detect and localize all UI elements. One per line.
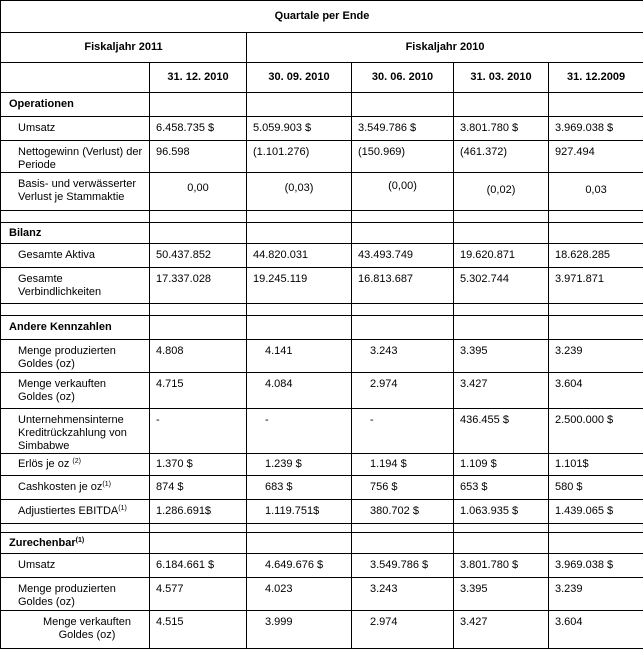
cell-value: 4.649.676 $ [247,554,352,578]
cell-value: 50.437.852 [150,244,247,268]
date-header: 31. 03. 2010 [454,63,549,93]
cell-value: 3.427 [454,611,549,649]
table-row [1,141,643,173]
cell-value: 96.598 [150,141,247,173]
empty-cell [150,223,247,244]
row-label [1,500,150,524]
cell-value: 380.702 $ [352,500,454,524]
cell-value: 927.494 [549,141,643,173]
cell-value: 4.141 [247,340,352,373]
table-row [1,340,643,373]
date-header: 31. 12.2009 [549,63,643,93]
header-row-dates [1,63,643,93]
table-row [1,268,643,304]
cell-value: (1.101.276) [247,141,352,173]
date-header: 30. 09. 2010 [247,63,352,93]
empty-cell [549,316,643,340]
cell-value: 4.715 [150,373,247,409]
table-title: Quartale per Ende [1,1,643,33]
cell-value: 4.577 [150,578,247,611]
cell-value: 683 $ [247,476,352,500]
table-row [1,611,643,649]
header-row-fiscal [1,33,643,63]
footnote-marker: (1) [75,536,85,544]
cell-value: 5.059.903 $ [247,117,352,141]
empty-cell [549,533,643,554]
cell-value: 874 $ [150,476,247,500]
cell-value: 3.971.871 [549,268,643,304]
empty-cell [150,316,247,340]
cell-value: 1.239 $ [247,454,352,476]
cell-value: 6.184.661 $ [150,554,247,578]
cell-value: 3.604 [549,611,643,649]
section-row-bilanz [1,223,643,244]
cell-value: - [247,409,352,454]
cell-value: 3.999 [247,611,352,649]
section-row-andere-kennzahlen [1,316,643,340]
header-row-title [1,1,643,33]
fiscal-year-2010-header: Fiskaljahr 2010 [247,33,643,63]
section-row-operationen [1,93,643,117]
empty-cell [454,93,549,117]
cell-value: 44.820.031 [247,244,352,268]
empty-cell [352,316,454,340]
empty-cell [247,223,352,244]
cell-value: 4.084 [247,373,352,409]
cell-value: (0,03) [247,173,352,211]
cell-value: (461.372) [454,141,549,173]
cell-value: 3.239 [549,578,643,611]
cell-value: - [150,409,247,454]
empty-cell [1,63,150,93]
cell-value: (0,00) [352,173,454,211]
cell-value: 3.549.786 $ [352,554,454,578]
table-row [1,373,643,409]
empty-cell [247,533,352,554]
row-label: Menge produzierten Goldes (oz) [1,340,150,373]
cell-value: 6.458.735 $ [150,117,247,141]
spacer-row [1,304,643,316]
cell-value: 19.620.871 [454,244,549,268]
cell-value: 3.969.038 $ [549,117,643,141]
cell-value: (0,02) [454,173,549,211]
row-label: Menge verkauften Goldes (oz) [1,611,150,649]
row-label: Basis- und verwässerter Verlust je Stammaktie [1,173,150,211]
cell-value: (150.969) [352,141,454,173]
footnote-marker: (2) [72,458,81,465]
cell-value: 18.628.285 [549,244,643,268]
date-header: 31. 12. 2010 [150,63,247,93]
table-row [1,454,643,476]
cell-value: 756 $ [352,476,454,500]
cell-value: 2.974 [352,373,454,409]
cell-value: 3.395 [454,340,549,373]
row-label: Unternehmensinterne Kreditrückzahlung von Simbabwe [1,409,150,454]
empty-cell [247,93,352,117]
cell-value: 580 $ [549,476,643,500]
row-label-text: Cashkosten je oz [18,481,103,493]
cell-value: 1.439.065 $ [549,500,643,524]
empty-cell [454,533,549,554]
cell-value: 1.063.935 $ [454,500,549,524]
empty-cell [454,223,549,244]
empty-cell [352,533,454,554]
cell-value: 16.813.687 [352,268,454,304]
table-row [1,409,643,454]
empty-cell [352,223,454,244]
section-row-zurechenbar [1,533,643,554]
cell-value: 0,03 [549,173,643,211]
row-label-text: Adjustiertes EBITDA [18,505,119,517]
cell-value: 1.194 $ [352,454,454,476]
cell-value: 2.974 [352,611,454,649]
table-row [1,244,643,268]
footnote-marker: (1) [102,481,111,488]
row-label: Nettogewinn (Verlust) der Periode [1,141,150,173]
cell-value: 3.239 [549,340,643,373]
section-title [1,533,150,554]
empty-cell [352,93,454,117]
cell-value: 1.286.691$ [150,500,247,524]
cell-value: 43.493.749 [352,244,454,268]
row-label: Umsatz [1,117,150,141]
table-row [1,117,643,141]
table-row [1,476,643,500]
row-label: Gesamte Aktiva [1,244,150,268]
cell-value: 4.515 [150,611,247,649]
cell-value: 2.500.000 $ [549,409,643,454]
section-title: Bilanz [1,223,150,244]
table-row [1,554,643,578]
spacer-row [1,524,643,533]
cell-value: - [352,409,454,454]
cell-value: 1.101$ [549,454,643,476]
table-row [1,578,643,611]
section-title: Andere Kennzahlen [1,316,150,340]
table-row [1,173,643,211]
cell-value: 3.969.038 $ [549,554,643,578]
cell-value: 3.243 [352,578,454,611]
cell-value: 3.395 [454,578,549,611]
section-title-text: Zurechenbar [9,536,76,549]
row-label: Umsatz [1,554,150,578]
section-title: Operationen [1,93,150,117]
spacer-row [1,211,643,223]
row-label [1,454,150,476]
cell-value: 3.801.780 $ [454,554,549,578]
cell-value: 436.455 $ [454,409,549,454]
empty-cell [454,316,549,340]
footnote-marker: (1) [118,505,127,512]
empty-cell [150,533,247,554]
cell-value: 653 $ [454,476,549,500]
cell-value: 1.119.751$ [247,500,352,524]
table-row [1,500,643,524]
cell-value: 19.245.119 [247,268,352,304]
cell-value: 5.302.744 [454,268,549,304]
cell-value: 3.801.780 $ [454,117,549,141]
cell-value: 3.604 [549,373,643,409]
empty-cell [247,316,352,340]
row-label-text: Erlös je oz [18,458,70,470]
fiscal-year-2011-header: Fiskaljahr 2011 [1,33,247,63]
row-label [1,476,150,500]
date-header: 30. 06. 2010 [352,63,454,93]
row-label: Menge verkauften Goldes (oz) [1,373,150,409]
cell-value: 1.109 $ [454,454,549,476]
empty-cell [549,93,643,117]
cell-value: 0,00 [150,173,247,211]
empty-cell [549,223,643,244]
cell-value: 3.427 [454,373,549,409]
empty-cell [150,93,247,117]
cell-value: 1.370 $ [150,454,247,476]
cell-value: 3.549.786 $ [352,117,454,141]
row-label: Gesamte Verbindlichkeiten [1,268,150,304]
cell-value: 4.808 [150,340,247,373]
cell-value: 3.243 [352,340,454,373]
cell-value: 4.023 [247,578,352,611]
row-label: Menge produzierten Goldes (oz) [1,578,150,611]
cell-value: 17.337.028 [150,268,247,304]
